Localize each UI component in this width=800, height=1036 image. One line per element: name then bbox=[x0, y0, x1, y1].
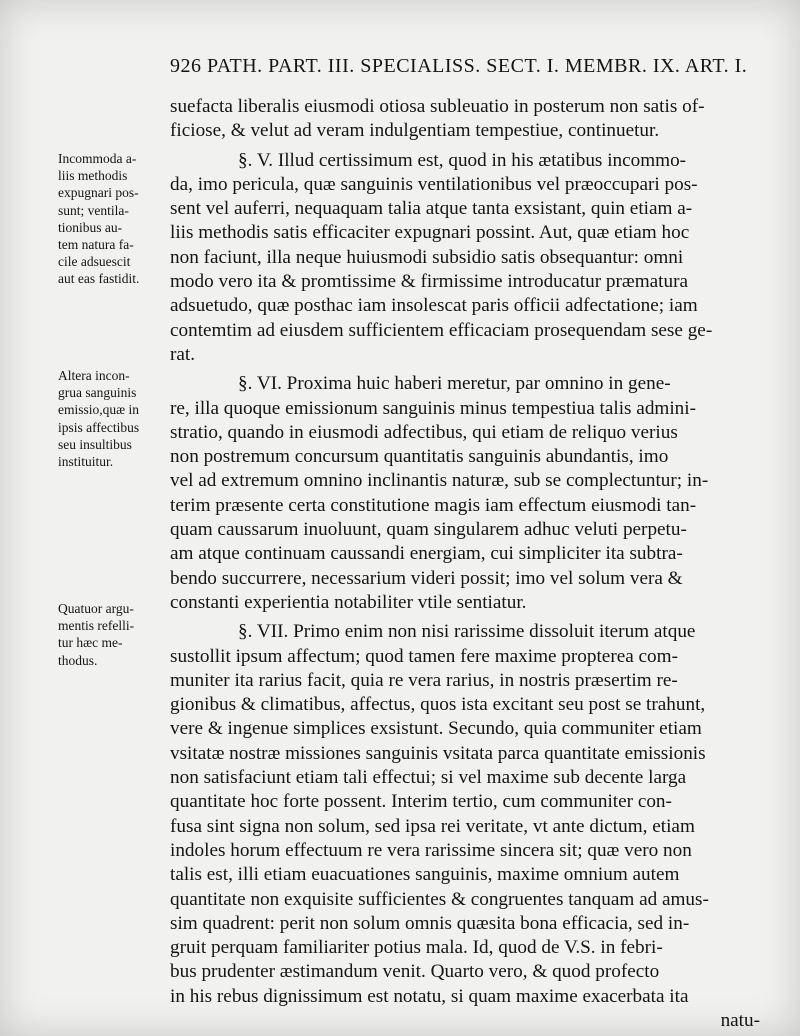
body-line: fusa sint signa non solum, sed ipsa rei veritate, vt ante dictum, etiam bbox=[170, 815, 695, 837]
body-line: liis methodis satis efficaciter expugnari possint. Aut, quæ etiam hoc bbox=[170, 222, 690, 244]
running-head: 926 PATH. PART. III. SPECIALISS. SECT. I. MEMBR. IX. ART. I. bbox=[170, 55, 748, 77]
body-line: in his rebus dignissimum est notatu, si quam maxime exacerbata ita bbox=[170, 985, 689, 1007]
margin-note-line: ipsis affectibus bbox=[58, 419, 140, 435]
body-line: quantitate hoc forte possent. Interim tertio, cum communiter con- bbox=[170, 791, 672, 813]
body-line: non satisfaciunt etiam tali effectui; si vel maxime sub decente larga bbox=[170, 767, 687, 789]
body-line: modo vero ita & promtissime & firmissime introducatur præmatura bbox=[170, 271, 688, 293]
margin-note-line: cile adsuescit bbox=[58, 254, 131, 270]
body-line: sustollit ipsum affectum; quod tamen fere maxime propterea com- bbox=[170, 645, 678, 667]
body-line: adsuetudo, quæ posthac iam insolescat paris officii adfectatione; iam bbox=[170, 295, 698, 317]
margin-note-line: Quatuor argu- bbox=[58, 601, 134, 616]
body-line: talis est, illi etiam euacuationes sanguinis, maxime omnium autem bbox=[170, 864, 680, 886]
body-line: constanti experientia notabiliter vtile sentiatur. bbox=[170, 591, 527, 613]
body-line: muniter ita rarius facit, quia re vera rarius, in nostris præsertim re- bbox=[170, 669, 678, 691]
margin-note-line: sunt; ventila- bbox=[58, 202, 129, 218]
margin-note-line: liis methodis bbox=[58, 168, 128, 184]
body-line: bus prudenter æstimandum venit. Quarto vero, & quod profecto bbox=[170, 961, 660, 983]
body-line: indoles horum effectuum re vera rarissime sincera sit; quæ vero non bbox=[170, 839, 692, 861]
body-line: vere & ingenue simplices exsistunt. Secundo, quia communiter etiam bbox=[170, 718, 702, 740]
margin-note-line: tionibus au- bbox=[58, 219, 123, 235]
margin-note-altera bbox=[58, 367, 168, 470]
body-text bbox=[170, 95, 760, 1033]
margin-note-line: tem natura fa- bbox=[58, 237, 134, 253]
margin-note-incommoda bbox=[58, 150, 168, 288]
margin-note-line: tur hæc me- bbox=[58, 635, 123, 651]
margin-note-line: seu insultibus bbox=[58, 436, 132, 452]
body-line: suefacta liberalis eiusmodi otiosa subleuatio in posterum non satis of- bbox=[170, 96, 705, 117]
body-line: contemtim ad eiusdem sufficientem efficaciam prosequendam sese ge- bbox=[170, 319, 713, 341]
body-line: terim præsente certa constitutione magis iam effectum eiusmodi tan- bbox=[170, 494, 697, 516]
body-line: gruit perquam familiariter potius mala. Id, quod de V.S. in febri- bbox=[170, 937, 663, 959]
body-line: non faciunt, illa neque huiusmodi subsidio satis obsequantur: omni bbox=[170, 246, 684, 268]
margin-note-line: Incommoda a- bbox=[58, 151, 137, 166]
body-line: vel ad extremum omnino inclinantis naturæ, sub se complectuntur; in- bbox=[170, 470, 709, 492]
body-line: stratio, quando in eiusmodi adfectibus, qui etiam de reliquo verius bbox=[170, 421, 678, 443]
margin-note-line: emissio,quæ in bbox=[58, 402, 140, 418]
body-line: bendo succurrere, necessarium videri possit; imo vel solum vera & bbox=[170, 567, 683, 589]
margin-note-line: Altera incon- bbox=[58, 368, 130, 383]
body-line: §. V. Illud certissimum est, quod in his ætatibus incommo- bbox=[238, 149, 687, 171]
margin-note-line: grua sanguinis bbox=[58, 385, 137, 401]
body-line: §. VII. Primo enim non nisi rarissime dissoluit iterum atque bbox=[238, 621, 696, 643]
body-line: quam caussarum inuoluunt, quam singularem adhuc veluti perpetu- bbox=[170, 519, 687, 541]
body-line: vsitatæ nostræ missiones sanguinis vsitata parca quantitate emissionis bbox=[170, 742, 706, 764]
body-line: natu- bbox=[720, 1009, 760, 1031]
body-line: §. VI. Proxima huic haberi meretur, par omnino in gene- bbox=[238, 373, 671, 395]
body-line: gionibus & climatibus, affectus, quos ista excitant seu post se trahunt, bbox=[170, 694, 706, 716]
body-line: sim quadrent: perit non solum omnis quæsita bona efficacia, sed in- bbox=[170, 912, 690, 934]
body-line: am atque continuam caussandi energiam, cui simpliciter ita subtra- bbox=[170, 543, 683, 565]
body-line: sent vel auferri, nequaquam talia atque tanta exsistant, quin etiam a- bbox=[170, 198, 693, 220]
margin-note-line: expugnari pos- bbox=[58, 185, 139, 201]
body-line: ficiose, & velut ad veram indulgentiam tempestiue, continuetur. bbox=[170, 120, 660, 142]
body-line: non postremum concursum quantitatis sanguinis abundantis, imo bbox=[170, 446, 669, 468]
margin-note-line: aut eas fastidit. bbox=[58, 271, 140, 287]
body-line: re, illa quoque emissionum sanguinis minus tempestiua talis admini- bbox=[170, 397, 696, 419]
body-line: rat. bbox=[170, 343, 196, 365]
body-line: quantitate non exquisite sufficientes & congruentes tanquam ad amus- bbox=[170, 888, 709, 910]
margin-note-line: thodus. bbox=[58, 652, 98, 668]
margin-note-line: mentis refelli- bbox=[58, 618, 135, 634]
margin-note-line: instituitur. bbox=[58, 454, 114, 470]
body-line: da, imo pericula, quæ sanguinis ventilationibus vel præoccupari pos- bbox=[170, 173, 698, 195]
margin-note-quatuor bbox=[58, 600, 168, 669]
